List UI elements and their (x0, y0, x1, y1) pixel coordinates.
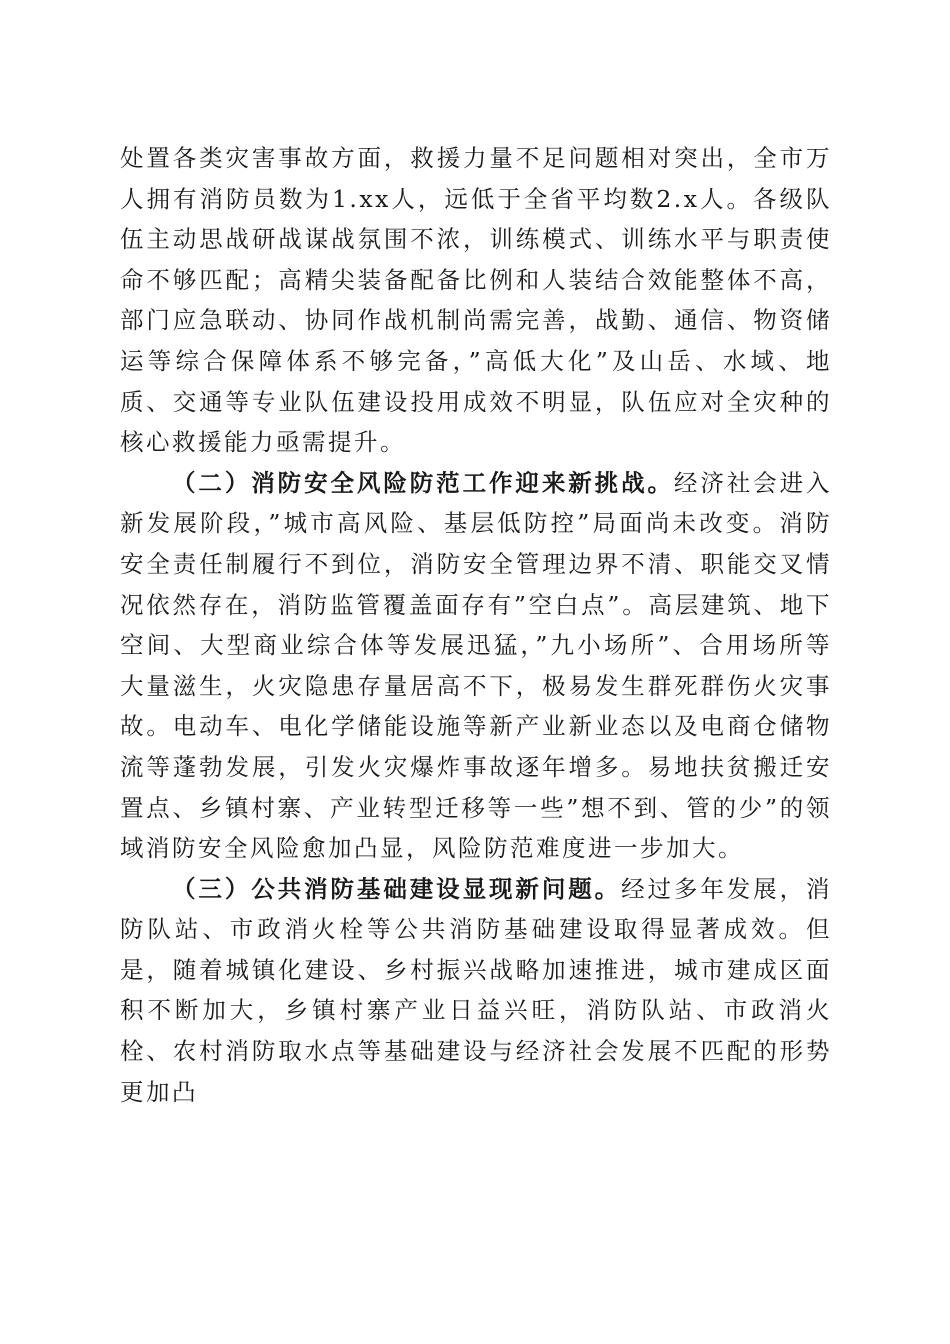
paragraph-rescue-capacity (120, 138, 832, 463)
section-heading-3: （三）公共消防基础建设显现新问题。 (172, 874, 622, 903)
paragraph-body: 经过多年发展，消防队站、市政消火栓等公共消防基础建设取得显著成效。但是，随着城镇化建设、乡村振兴战略加速推进，城市建成区面积不断加大，乡镇村寨产业日益兴旺，消防队站、市政消火栓、农村消防取水点等基础建设与经济社会发展不匹配的形势更加凸 (120, 874, 833, 1106)
paragraph-body: 经济社会进入新发展阶段，”城市高风险、基层低防控”局面尚未改变。消防安全责任制履行不到位，消防安全管理边界不清、职能交叉情况依然存在，消防监管覆盖面存有”空白点”。高层建筑、地下空间、大型商业综合体等发展迅猛，”九小场所”、合用场所等大量滋生，火灾隐患存量居高不下，极易发生群死群伤火灾事故。电动车、电化学储能设施等新产业新业态以及电商仓储物流等蓬勃发展，引发火灾爆炸事故逐年增多。易地扶贫搬迁安置点、乡镇村寨、产业转型迁移等一些”想不到、管的少”的领域消防安全风险愈加凸显，风险防范难度进一步加大。 (120, 468, 833, 863)
paragraph-fire-risk-prevention (120, 463, 832, 869)
section-heading-2: （二）消防安全风险防范工作迎来新挑战。 (172, 468, 674, 497)
document-page (120, 138, 832, 1112)
paragraph-body: 处置各类灾害事故方面，救援力量不足问题相对突出，全市万人拥有消防员数为1.xx人，远低于全省平均数2.x人。各级队伍主动思战研战谋战氛围不浓，训练模式、训练水平与职责使命不够匹配；高精尖装备配备比例和人装结合效能整体不高，部门应急联动、协同作战机制尚需完善，战勤、通信、物资储运等综合保障体系不够完备，”高低大化”及山岳、水域、地质、交通等专业队伍建设投用成效不明显，队伍应对全灾种的核心救援能力亟需提升。 (120, 144, 832, 457)
paragraph-public-infrastructure (120, 869, 832, 1113)
